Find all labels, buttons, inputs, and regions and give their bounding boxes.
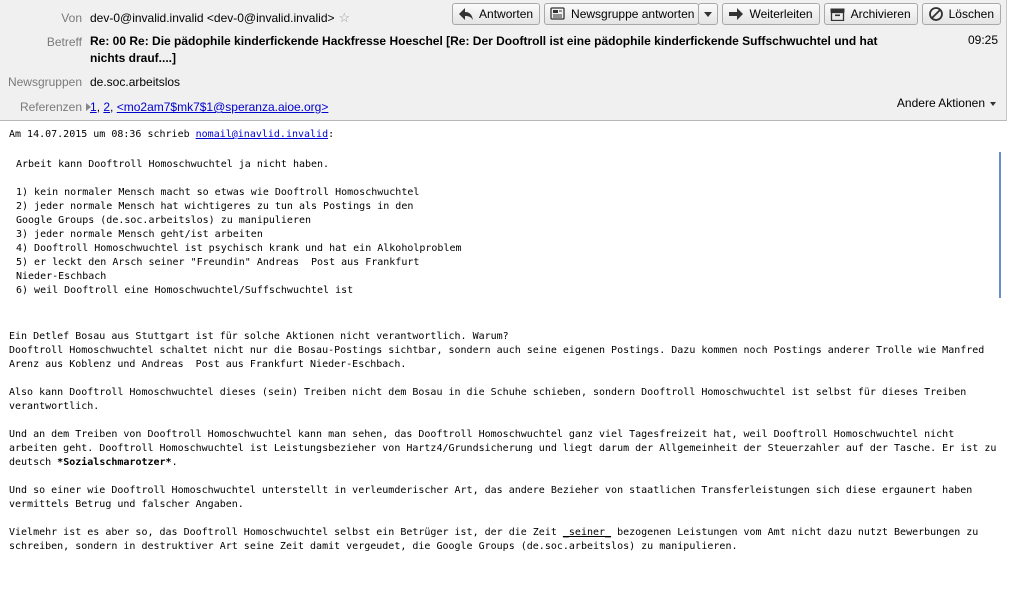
message-time: 09:25: [967, 33, 998, 47]
reply-arrow-icon: [458, 6, 474, 22]
forward-label: Weiterleiten: [749, 7, 813, 21]
message-toolbar: [452, 3, 1001, 25]
attribution-text: Am 14.07.2015 um 08:36 schrieb: [9, 129, 196, 140]
body-paragraph-3: [9, 428, 999, 470]
newsgroup-reply-button[interactable]: [544, 3, 699, 25]
from-label: Von: [61, 11, 82, 25]
body-paragraph-5-text: Vielmehr ist es aber so, das Dooftroll Homoschwuchtel selbst ein Betrüger ist, der die Zeit: [9, 527, 563, 538]
archive-label: Archivieren: [850, 7, 911, 21]
reference-link-2[interactable]: 2: [103, 100, 111, 114]
from-value[interactable]: [90, 9, 350, 27]
quoted-block: [9, 152, 1001, 298]
delete-label: Löschen: [948, 7, 994, 21]
body-paragraph-3-text: Und an dem Treiben von Dooftroll Homoschwuchtel kann man sehen, das Dooftroll Homoschwuchtel ganz viel Tagesfreizeit hat, weil Dooftroll Homoschwuchtel nicht arbeiten geht. Dooftroll Homoschwuchtel ist Leistungsbezieher von Hartz4/Grundsicherung und liegt darum der Allgemeinheit der Steuerzahler auf der Tasche. Er ist zu deutsch: [9, 429, 997, 468]
subject-value: Re: 00 Re: Die pädophile kinderfickende Hackfresse Hoeschel [Re: Der Dooftroll ist eine pädophile kinderfickende Suffschwuchtel und hat nichts drauf....]: [90, 34, 878, 65]
emphasis-seiner: _seiner_: [562, 527, 612, 538]
reference-link-1[interactable]: 1: [90, 100, 97, 114]
more-actions-button[interactable]: [897, 96, 996, 110]
archive-button[interactable]: [824, 3, 918, 25]
more-actions-label: Andere Aktionen: [896, 96, 985, 110]
message-header: [0, 0, 1007, 121]
reply-button[interactable]: [452, 3, 540, 25]
attribution-line: [9, 128, 999, 142]
reference-link-3[interactable]: <mo2am7$mk7$1@speranza.aioe.org>: [116, 100, 329, 114]
attribution-email-link[interactable]: nomail@inavlid.invalid: [195, 129, 329, 140]
forward-button[interactable]: [722, 3, 819, 25]
star-icon[interactable]: ☆: [338, 10, 351, 25]
body-paragraph-1: Ein Detlef Bosau aus Stuttgart ist für solche Aktionen nicht verantwortlich. Warum? Dooftroll Homoschwuchtel schaltet nicht nur die Bosau-Postings sichtbar, sondern auch seine eigenen Postings. Dazu kommen noch Postings anderer Trolle wie Manfred Arenz aus Koblenz und Andreas Post aus Frankfurt Nieder-Eschbach.: [9, 331, 985, 370]
chevron-down-icon: [704, 12, 712, 17]
body-paragraph-5-end: bezogenen Leistungen vom Amt nicht dazu nutzt Bewerbungen zu schreiben, sondern in destruktiver Art seine Zeit damit vergeudet, die Google Groups (de.soc.arbeitslos) zu manipulieren.: [9, 527, 979, 552]
attribution-suffix: :: [328, 129, 335, 140]
references-links: 1, 2, <mo2am7$mk7$1@speranza.aioe.org>: [90, 100, 329, 114]
quoted-text: Arbeit kann Dooftroll Homoschwuchtel ja nicht haben. 1) kein normaler Mensch macht so etwas wie Dooftroll Homoschwuchtel 2) jeder normale Mensch hat wichtigeres zu tun als Postings in den Google Groups (de.soc.arbeitslos) zu manipulieren 3) jeder normale Mensch geht/ist arbeiten 4) Dooftroll Homoschwuchtel ist psychisch krank und hat ein Alkoholproblem 5) er leckt den Arsch seiner "Freundin" Andreas Post aus Frankfurt Nieder-Eschbach 6) weil Dooftroll eine Homoschwuchtel/Suffschwuchtel ist: [16, 159, 462, 296]
archive-box-icon: [830, 6, 846, 22]
body-paragraph-5: [9, 526, 999, 554]
newsgroup-reply-dropdown[interactable]: [698, 3, 718, 25]
forward-arrow-icon: [728, 6, 744, 22]
delete-button[interactable]: [922, 3, 1001, 25]
delete-circle-icon: [928, 6, 944, 22]
body-paragraph-2: Also kann Dooftroll Homoschwuchtel dieses (sein) Treiben nicht dem Bosau in die Schuhe schieben, sondern Dooftroll Homoschwuchtel ist selbst für dieses Treiben verantwortlich.: [9, 387, 967, 412]
references-label: Referenzen: [19, 100, 82, 114]
chevron-down-icon: [990, 102, 996, 106]
emphasis-sozialschmarotzer: *Sozialschmarotzer*: [57, 457, 172, 468]
newsgroups-label: Newsgruppen: [7, 75, 82, 89]
reply-label: Antworten: [479, 7, 534, 21]
newsgroup-reply-label: Newsgruppe antworten: [571, 7, 695, 21]
body-paragraph-3-end: .: [171, 457, 178, 468]
subject-label: Betreff: [46, 35, 82, 49]
body-paragraph-4: Und so einer wie Dooftroll Homoschwuchtel unterstellt in verleumderischer Art, das andere Bezieher von staatlichen Transferleistungen sich diese ergaunert haben vermittels Betrug und falscher Angaben.: [9, 485, 973, 510]
newsgroup-icon: [550, 6, 566, 22]
newsgroups-value: de.soc.arbeitslos: [90, 75, 181, 89]
from-address[interactable]: dev-0@invalid.invalid <dev-0@invalid.invalid>: [90, 11, 335, 25]
